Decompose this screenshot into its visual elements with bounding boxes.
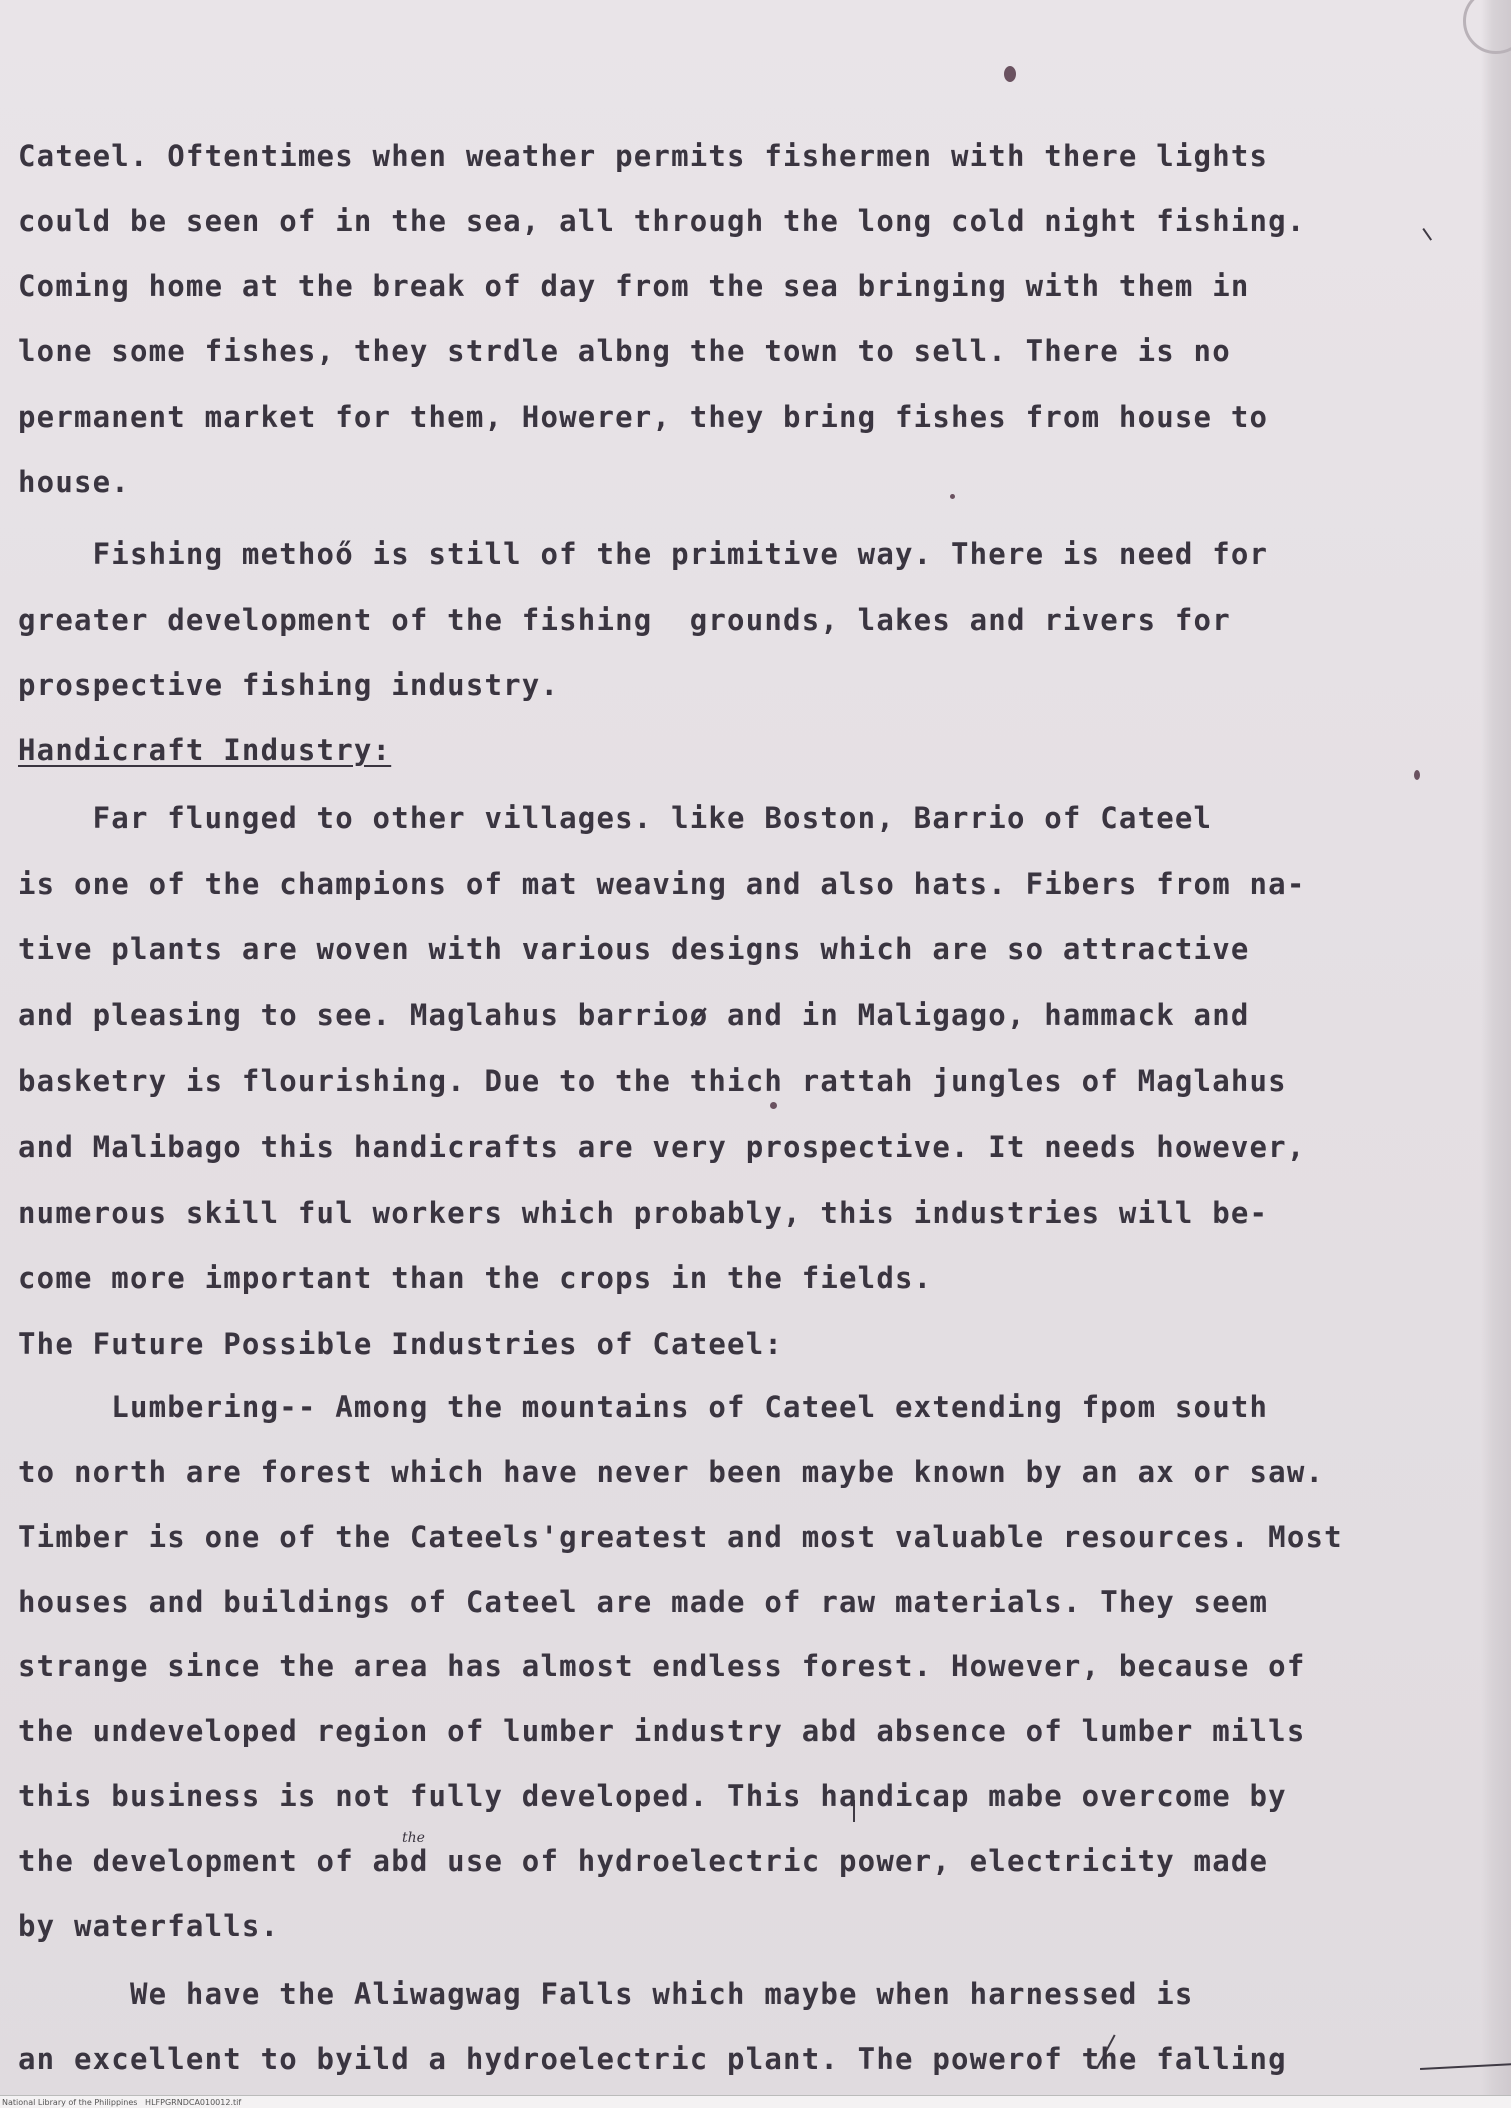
text-line: to north are forest which have never been maybe known by an ax or saw. [18, 1455, 1325, 1489]
text-line: an excellent to byild a hydroelectric plant. The powerof the falling [18, 2042, 1287, 2076]
scan-footer [0, 2095, 1511, 2108]
text-line: lone some fishes, they strdle albng the town to sell. There is no [18, 334, 1231, 368]
text-line: basketry is flourishing. Due to the thich rattah jungles of Maglahus [18, 1064, 1287, 1098]
ink-dot [770, 1102, 777, 1109]
section-heading: The Future Possible Industries of Cateel: [18, 1327, 784, 1361]
text-line: numerous skill ful workers which probably, this industries will be- [18, 1196, 1269, 1230]
text-line: Cateel. Oftentimes when weather permits fishermen with there lights [18, 139, 1269, 173]
ink-dot [1414, 770, 1420, 780]
ink-dot [950, 494, 955, 499]
text-line: the undeveloped region of lumber industry abd absence of lumber mills [18, 1714, 1306, 1748]
section-heading: Handicraft Industry: [18, 733, 392, 767]
text-line: could be seen of in the sea, all through the long cold night fishing. [18, 204, 1306, 238]
text-line: greater development of the fishing grounds, lakes and rivers for [18, 603, 1231, 637]
text-line: is one of the champions of mat weaving and also hats. Fibers from na- [18, 867, 1306, 901]
text-line: and Malibago this handicrafts are very prospective. It needs however, [18, 1130, 1306, 1164]
text-line: house. [18, 465, 130, 499]
pen-stroke [1422, 228, 1432, 241]
ink-blot [1004, 66, 1016, 82]
text-line: this business is not fully developed. This handicap mabe overcome by [18, 1779, 1287, 1813]
footer-text: National Library of the Philippines HLFPGRNDCA010012.tif [2, 2098, 242, 2107]
text-line: come more important than the crops in the fields. [18, 1261, 933, 1295]
text-line: the development of abd use of hydroelectric power, electricity made [18, 1844, 1269, 1878]
text-line: prospective fishing industry. [18, 668, 560, 702]
text-line: Far flunged to other villages. like Boston, Barrio of Cateel [18, 801, 1213, 835]
page-curl [1463, 0, 1511, 54]
text-line: We have the Aliwagwag Falls which maybe when harnessed is [18, 1977, 1194, 2011]
text-line: tive plants are woven with various designs which are so attractive [18, 932, 1250, 966]
text-line: houses and buildings of Cateel are made of raw materials. They seem [18, 1585, 1269, 1619]
text-line: Timber is one of the Cateels'greatest and most valuable resources. Most [18, 1520, 1343, 1554]
text-line: permanent market for them, Howerer, they bring fishes from house to [18, 400, 1269, 434]
text-line: by waterfalls. [18, 1909, 280, 1943]
page-edge [1481, 0, 1511, 2108]
text-line: Fishing methoő is still of the primitive way. There is need for [18, 537, 1269, 571]
text-line: strange since the area has almost endless forest. However, because of [18, 1649, 1306, 1683]
text-line: Lumbering-- Among the mountains of Cateel extending fpom south [18, 1390, 1269, 1424]
text-line: and pleasing to see. Maglahus barrioø and in Maligago, hammack and [18, 998, 1250, 1032]
text-line: Coming home at the break of day from the sea bringing with them in [18, 269, 1250, 303]
handwritten-note: the [402, 1830, 425, 1846]
